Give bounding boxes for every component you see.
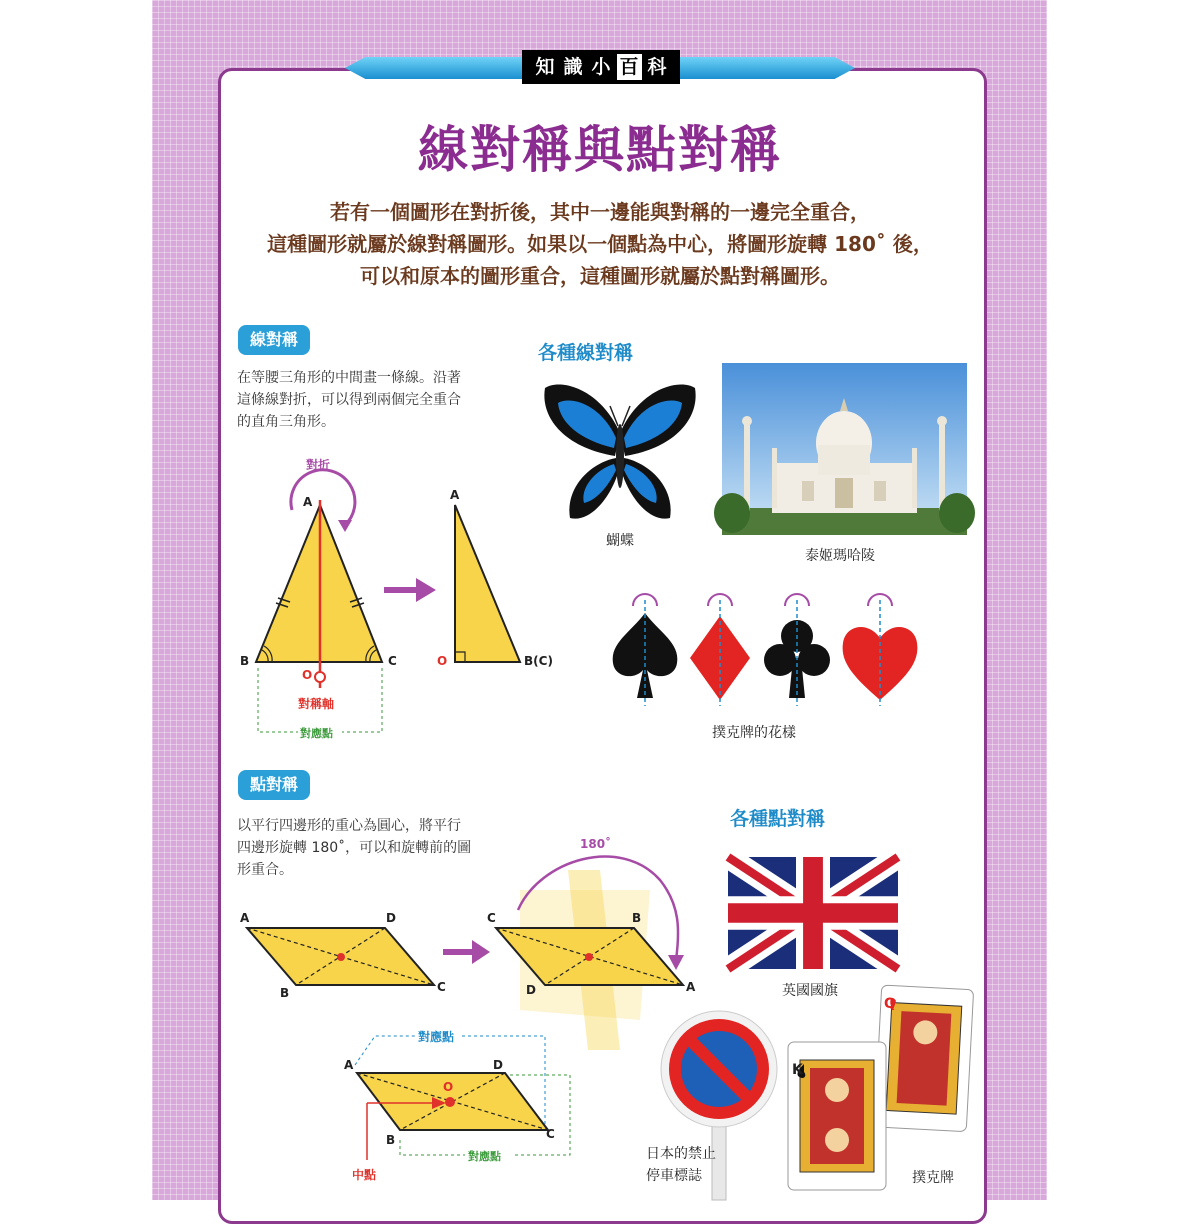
banner-char: 小	[591, 56, 611, 78]
right-vertex-o-label: O	[437, 654, 448, 668]
cp-vertex-c: C	[546, 1127, 555, 1141]
description-line: 這條線對折，可以得到兩個完全重合	[237, 392, 461, 408]
line-examples-heading: 各種線對稱	[538, 342, 634, 364]
corresponding-point-bottom-label: 對應點	[468, 1150, 501, 1163]
cp-vertex-a: A	[344, 1058, 354, 1072]
banner-char: 知	[535, 56, 555, 78]
pg-vertex-a: A	[240, 911, 250, 925]
corresponding-point-label: 對應點	[300, 727, 333, 740]
line-symmetry-tag: 線對稱	[238, 325, 310, 355]
intro-line: 可以和原本的圖形重合，這種圖形就屬於點對稱圖形。	[360, 264, 840, 288]
vertex-c-label: C	[388, 654, 397, 668]
intro-line: 這種圖形就屬於線對稱圖形。如果以一個點為中心，將圖形旋轉 180˚ 後，	[267, 232, 933, 256]
axis-label: 對稱軸	[298, 697, 335, 711]
butterfly-caption: 蝴蝶	[606, 533, 634, 549]
caption-line: 停車標誌	[646, 1168, 702, 1184]
rot-vertex-d: D	[526, 983, 536, 997]
point-symmetry-tag: 點對稱	[238, 770, 310, 800]
right-vertex-bc-label: B(C)	[524, 654, 553, 668]
no-parking-sign-caption	[646, 1143, 716, 1187]
description-line: 形重合。	[237, 862, 293, 878]
intro-line: 若有一個圖形在對折後，其中一邊能與對稱的一邊完全重合，	[330, 200, 870, 224]
card-q-letter: Q	[884, 996, 896, 1012]
rot-vertex-b: B	[632, 911, 642, 925]
description-line: 以平行四邊形的重心為圓心，將平行	[237, 818, 461, 834]
right-vertex-a-label: A	[450, 488, 460, 502]
fold-label: 對折	[306, 458, 331, 472]
card-k-letter: K	[792, 1062, 803, 1078]
rot-vertex-c: C	[487, 911, 496, 925]
rot-vertex-a: A	[686, 980, 696, 994]
card-suits-caption: 撲克牌的花樣	[712, 725, 796, 741]
cp-vertex-d: D	[493, 1058, 503, 1072]
corresponding-point-top-label: 對應點	[418, 1030, 455, 1044]
point-examples-heading: 各種點對稱	[730, 808, 826, 830]
cp-vertex-b: B	[386, 1133, 396, 1147]
vertex-o-label: O	[302, 668, 313, 682]
banner-char: 百	[617, 54, 642, 80]
cp-vertex-o: O	[443, 1080, 454, 1094]
taj-mahal-caption: 泰姬瑪哈陵	[805, 548, 875, 564]
page-title: 線對稱與點對稱	[418, 121, 782, 179]
pg-vertex-d: D	[386, 911, 396, 925]
vertex-b-label: B	[240, 654, 250, 668]
pg-vertex-c: C	[437, 980, 446, 994]
rotation-label: 180˚	[580, 837, 612, 851]
banner-char: 識	[563, 56, 583, 78]
playing-cards-image	[780, 982, 980, 1192]
uk-flag-caption: 英國國旗	[782, 983, 838, 999]
description-line: 四邊形旋轉 180˚，可以和旋轉前的圖	[237, 840, 472, 856]
uk-flag-image	[728, 857, 898, 969]
midpoint-label: 中點	[352, 1168, 377, 1182]
description-line: 的直角三角形。	[237, 414, 335, 430]
vertex-a-label: A	[303, 495, 313, 509]
caption-line: 日本的禁止	[646, 1146, 716, 1162]
playing-cards-caption: 撲克牌	[912, 1170, 954, 1186]
banner-char: 科	[647, 56, 667, 78]
description-line: 在等腰三角形的中間畫一條線。沿著	[237, 370, 461, 386]
pg-vertex-b: B	[280, 986, 290, 1000]
